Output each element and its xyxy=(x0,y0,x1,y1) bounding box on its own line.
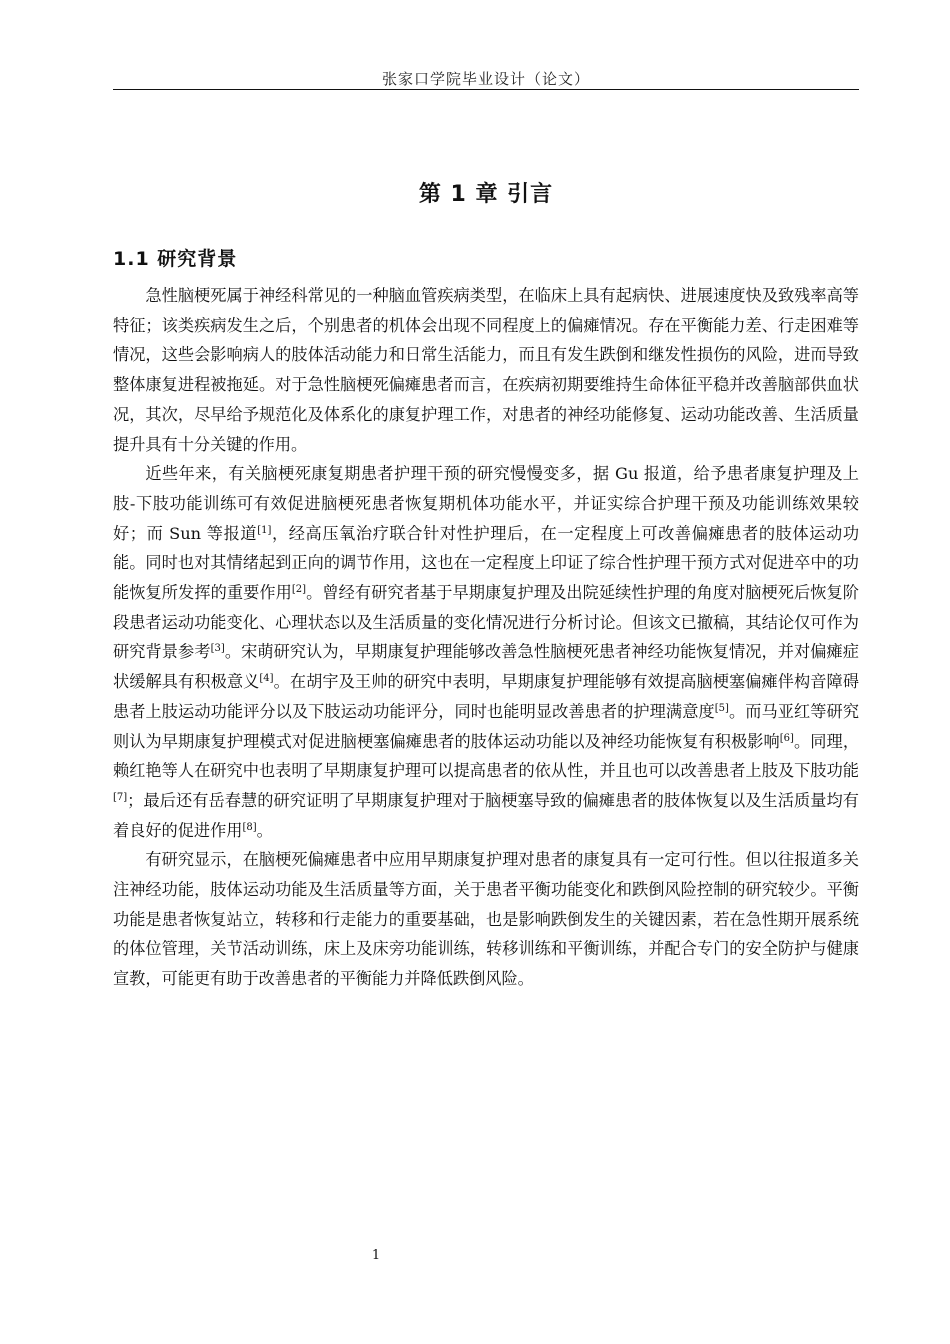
paragraph-2-text: 。 xyxy=(256,820,273,840)
citation-7: [7] xyxy=(113,791,128,803)
page-number: 1 xyxy=(371,1248,381,1263)
paragraph-1: 急性脑梗死属于神经科常见的一种脑血管疾病类型，在临床上具有起病快、进展速度快及致残率高等特征；该类疾病发生之后，个别患者的机体会出现不同程度上的偏瘫情况。存在平衡能力差、行走困难等情况，这些会影响病人的肢体活动能力和日常生活能力，而且有发生跌倒和继发性损伤的风险，进而导致整体康复进程被拖延。对于急性脑梗死偏瘫患者而言，在疾病初期要维持生命体征平稳并改善脑部供血状况，其次，尽早给予规范化及体系化的康复护理工作，对患者的神经功能修复、运动功能改善、生活质量提升具有十分关键的作用。 xyxy=(113,286,859,454)
paragraph-2-text: 。曾经有研究者基于早期康复护理及出院延续性护理的角度对脑梗死后恢复阶段患者运动功能变化、心理状态以及生活质量的变化情况进行分析讨论。但该文已撤稿，其结论仅可作为研究背景参考 xyxy=(113,583,859,662)
paragraph-2-text: ；最后还有岳春慧的研究证明了早期康复护理对于脑梗塞导致的偏瘫患者的肢体恢复以及生活质量均有着良好的促进作用 xyxy=(113,790,859,840)
paragraph-3: 有研究显示，在脑梗死偏瘫患者中应用早期康复护理对患者的康复具有一定可行性。但以往报道多关注神经功能，肢体运动功能及生活质量等方面，关于患者平衡功能变化和跌倒风险控制的研究较少。平衡功能是患者恢复站立，转移和行走能力的重要基础，也是影响跌倒发生的关键因素，若在急性期开展系统的体位管理，关节活动训练，床上及床旁功能训练，转移训练和平衡训练，并配合专门的安全防护与健康宣教，可能更有助于改善患者的平衡能力并降低跌倒风险。 xyxy=(113,850,859,989)
body-text xyxy=(113,281,859,994)
citation-3: [3] xyxy=(210,643,225,655)
chapter-title: 第 1 章 引言 xyxy=(418,182,554,207)
paragraph-2-text: 。在胡宇及王帅的研究中表明，早期康复护理能够有效提高脑梗塞偏瘫伴构音障碍患者上肢运动功能评分以及下肢运动功能评分，同时也能明显改善患者的护理满意度 xyxy=(113,672,860,721)
citation-1: [1] xyxy=(257,524,272,536)
citation-2: [2] xyxy=(291,584,307,596)
citation-6: [6] xyxy=(779,732,794,744)
paragraph-2-text: 。同理，赖红艳等人在研究中也表明了早期康复护理可以提高患者的依从性，并且也可以改善患者上肢及下肢功能 xyxy=(113,731,860,781)
citation-5: [5] xyxy=(714,702,729,714)
running-header: 张家口学院毕业设计（论文） xyxy=(381,70,590,88)
paragraph-2-text: 。而马亚红等研究则认为早期康复护理模式对促进脑梗塞偏瘫患者的肢体运动功能以及神经功能恢复有积极影响 xyxy=(113,701,860,751)
paragraph-2-text: 近些年来，有关脑梗死康复期患者护理干预的研究慢慢变多，据 Gu 报道，给予患者康复护理及上肢-下肢功能训练可有效促进脑梗死患者恢复期机体功能水平，并证实综合护理干预及功能训练效果较好；而 Sun 等报道 xyxy=(113,464,859,543)
citation-8: [8] xyxy=(242,821,257,833)
paragraph-2-text: ，经高压氧治疗联合针对性护理后，在一定程度上可改善偏瘫患者的肢体运动功能。同时也对其情绪起到正向的调节作用，这也在一定程度上印证了综合性护理干预方式对促进卒中的功能恢复所发挥的重要作用 xyxy=(113,523,860,603)
citation-4: [4] xyxy=(259,673,274,685)
paragraph-2-text: 。宋萌研究认为，早期康复护理能够改善急性脑梗死患者神经功能恢复情况，并对偏瘫症状缓解具有积极意义 xyxy=(113,642,859,692)
header-rule xyxy=(113,89,859,90)
section-title: 1.1 研究背景 xyxy=(113,248,238,270)
paragraph-2 xyxy=(113,459,859,845)
